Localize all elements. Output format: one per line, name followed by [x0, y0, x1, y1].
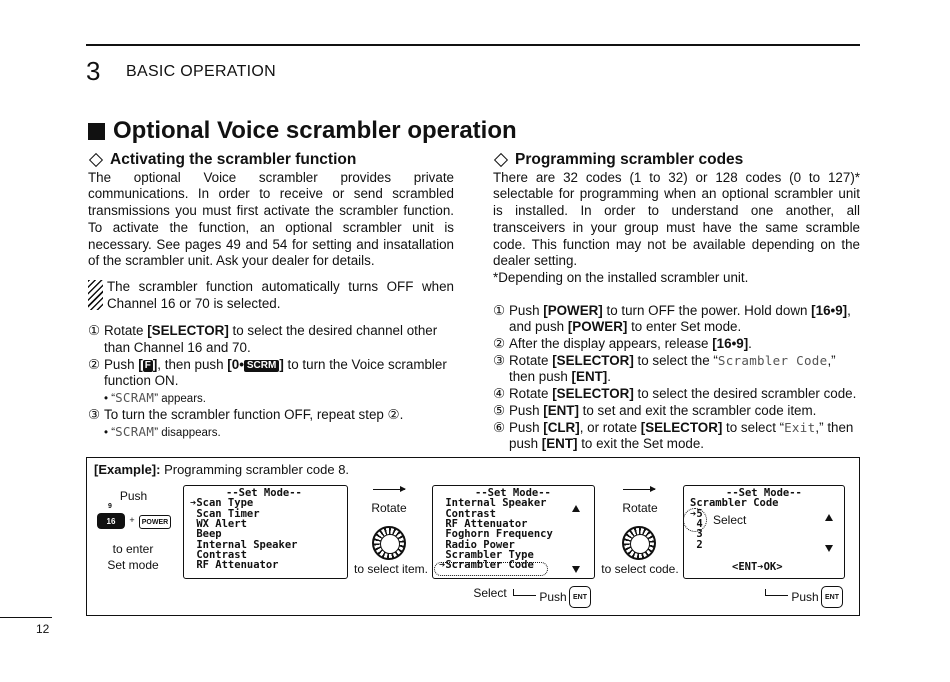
lcd-line: RF Attenuator	[439, 517, 528, 530]
lcd-line: Scan Timer	[190, 507, 260, 520]
step-text: Push	[509, 302, 544, 318]
power-key-text: POWER	[141, 518, 169, 526]
step-text: ,” then push	[509, 419, 854, 452]
right-step-1	[493, 303, 860, 336]
left-bullet-2	[88, 424, 454, 441]
left-steps	[88, 323, 454, 441]
bracket: [	[138, 356, 143, 372]
bracket: ]	[279, 356, 284, 372]
select-label: Select	[473, 586, 507, 600]
step-text: to turn the Voice scrambler function ON.	[104, 356, 447, 389]
step-text: .	[607, 369, 611, 385]
rotate-label-1: Rotate	[371, 501, 407, 515]
push-label: Push	[119, 489, 148, 503]
step-text: to turn OFF the power. Hold down	[602, 302, 812, 318]
example-caption-text: Programming scrambler code 8.	[160, 462, 350, 477]
example-box	[86, 457, 860, 616]
section-heading	[88, 117, 517, 145]
left-subheading-text: Activating the scrambler function	[110, 151, 357, 168]
lcd-indicator: SCRAM	[115, 390, 155, 406]
ent-key-text: ENT	[573, 593, 587, 601]
key-label: [16•9]	[712, 336, 749, 352]
ent-key-icon	[821, 586, 843, 608]
step-text: Push	[104, 356, 139, 372]
step-text: Rotate	[509, 352, 553, 368]
bullet-text: ” appears.	[154, 393, 206, 406]
lcd-line: <ENT➔OK>	[732, 561, 783, 573]
step-text: Rotate	[104, 323, 148, 339]
right-column	[493, 152, 860, 453]
step-text: to enter Set mode.	[627, 319, 742, 335]
lcd-line: RF Attenuator	[190, 559, 279, 572]
lcd-indicator: Scrambler Code	[717, 352, 828, 368]
key-label: [SELECTOR]	[552, 386, 634, 402]
diamond-icon	[494, 153, 508, 167]
lcd-line: --Set Mode--	[726, 487, 802, 499]
scroll-up-icon	[572, 505, 580, 512]
lcd-line: WX Alert	[190, 517, 247, 530]
key-label: [ENT]	[543, 402, 579, 418]
lcd-indicator: Exit	[784, 419, 816, 435]
chapter-title: BASIC OPERATION	[126, 63, 277, 80]
page-number: 12	[36, 622, 50, 636]
left-intro: The optional Voice scrambler provides private communications. In order to receive or send scrambled transmissions you must first activate the scrambler function. To activate the function, an optional scrambler unit is necessary. See pages 49 and 54 for setting and insatallation of the scrambler unit. Ask your dealer for details.	[88, 169, 454, 269]
lcd-line: Beep	[190, 528, 222, 541]
lcd-line: 2	[690, 538, 703, 551]
hook-arrow-icon	[513, 589, 536, 596]
right-steps	[493, 303, 860, 453]
step-text: After the display appears, release	[509, 336, 713, 352]
square-bullet-icon	[88, 123, 105, 140]
lcd-line: ➔Scan Type	[190, 497, 254, 510]
left-subheading	[88, 152, 454, 169]
note-text: The scrambler function automatically turns OFF when Channel 16 or 70 is selected.	[107, 278, 454, 311]
lcd-line: Foghorn Frequency	[439, 528, 553, 541]
step-number: ③	[493, 352, 506, 368]
step-text: to select “	[722, 419, 785, 435]
lcd-screen-3	[683, 485, 845, 579]
step-text: to select the desired channel other than Channel 16 and 70.	[104, 323, 438, 356]
lcd-line: Internal Speaker	[190, 538, 298, 551]
step-text: , then push	[157, 356, 228, 372]
bullet-text: • “	[104, 393, 116, 406]
left-step-1	[88, 323, 454, 356]
key-16-icon	[97, 513, 125, 529]
selection-highlight	[434, 559, 548, 576]
hook-arrow-icon	[765, 589, 788, 596]
bullet-text: • “	[104, 426, 116, 439]
key-label: [16•9]	[811, 302, 848, 318]
scrm-key-icon: SCRM	[244, 360, 279, 372]
key-selector: [SELECTOR]	[147, 323, 229, 339]
step-number: ③	[88, 407, 101, 423]
key-16-text: 16	[106, 516, 116, 526]
key-label: [POWER]	[567, 319, 628, 335]
left-step-3	[88, 407, 454, 424]
key-label: [POWER]	[543, 302, 603, 318]
step-text: to exit the Set mode.	[577, 436, 705, 452]
step-text: , or rotate	[579, 419, 641, 435]
plus-sign: +	[129, 515, 135, 525]
lcd-line: Contrast	[190, 548, 247, 561]
note-icon	[88, 280, 103, 310]
bullet-text: ” disappears.	[154, 426, 221, 439]
note	[88, 279, 454, 312]
lcd-line: 3	[690, 528, 703, 541]
step-text: ,” then push	[509, 352, 836, 385]
step-text: to set and exit the scrambler code item.	[578, 402, 817, 418]
select-code-label: to select code.	[601, 562, 679, 576]
right-subheading-text: Programming scrambler codes	[515, 151, 744, 168]
lcd-line: Contrast	[439, 507, 496, 520]
right-step-5	[493, 403, 860, 420]
lcd-line: Scrambler Code	[690, 497, 779, 510]
f-key-icon: F	[144, 359, 151, 371]
step-text: to select the desired scrambler code.	[633, 386, 857, 402]
lcd-line: Scrambler Type	[439, 548, 534, 561]
step-text: , and push	[509, 302, 851, 335]
lcd-indicator: SCRAM	[115, 423, 155, 439]
scroll-up-icon	[825, 514, 833, 521]
left-column	[88, 152, 454, 441]
push-ent-label-2: Push	[791, 590, 819, 604]
step-number: ②	[88, 356, 101, 372]
step-text: To turn the scrambler function OFF, repeat step ②.	[104, 407, 404, 423]
arrow-right-icon	[373, 489, 405, 490]
step-text: Push	[509, 419, 544, 435]
bracket: ]	[152, 356, 158, 372]
key-label: [SELECTOR]	[552, 352, 634, 368]
step-number: ④	[493, 386, 506, 402]
lcd-line: ➔Scrambler Code	[439, 559, 534, 572]
step-number: ②	[493, 336, 506, 352]
diamond-icon	[89, 153, 103, 167]
lcd-line: Internal Speaker	[439, 497, 547, 510]
top-rule	[86, 44, 860, 46]
lcd-screen-1	[183, 485, 348, 579]
example-label: [Example]:	[94, 462, 161, 477]
push-ent-label: Push	[539, 590, 567, 604]
left-step-2	[88, 357, 454, 390]
scroll-down-icon	[572, 566, 580, 573]
enter-set-mode-label: to enter Set mode	[107, 542, 159, 572]
example-caption	[94, 462, 349, 477]
chapter-number: 3	[86, 56, 101, 86]
ent-key-icon	[569, 586, 591, 608]
lcd-line: 4	[690, 517, 703, 530]
rotate-label-2: Rotate	[622, 501, 658, 515]
right-step-2	[493, 336, 860, 353]
power-key-icon	[139, 515, 171, 529]
step-text: to select the “	[633, 352, 718, 368]
step-text: Rotate	[509, 386, 553, 402]
step-number: ①	[88, 323, 101, 339]
step-text: Push	[509, 402, 544, 418]
right-subheading	[493, 152, 860, 169]
selector-knob-icon	[372, 526, 406, 560]
step-number: ⑤	[493, 402, 506, 418]
step-text: .	[748, 336, 752, 352]
selection-highlight	[683, 508, 707, 532]
step-number: ⑥	[493, 419, 506, 435]
key-label: [ENT]	[541, 436, 578, 452]
right-step-4	[493, 386, 860, 403]
right-footnote: *Depending on the installed scrambler unit.	[493, 269, 749, 285]
key-label: [ENT]	[571, 369, 608, 385]
lcd-line: ➔5	[690, 507, 703, 520]
key-9-label: 9	[108, 503, 112, 510]
selector-knob-icon	[622, 526, 656, 560]
arrow-right-icon	[623, 489, 655, 490]
scroll-down-icon	[825, 545, 833, 552]
right-step-3	[493, 353, 860, 386]
footer-rule	[0, 617, 52, 618]
key-label: [SELECTOR]	[640, 419, 723, 435]
left-bullet-1	[88, 390, 454, 407]
select-item-label: to select item.	[353, 562, 429, 576]
ent-key-text: ENT	[825, 593, 839, 601]
key-0: [0•	[227, 356, 244, 372]
right-step-6	[493, 420, 860, 453]
step-number: ①	[493, 302, 506, 318]
lcd-line: Radio Power	[439, 538, 515, 551]
right-intro: There are 32 codes (1 to 32) or 128 codes (0 to 127)* selectable for programming when an optional scrambler unit is installed. In order to understand one another, all transceivers in your group must have the same scramble code. This function may not be available depending on the dealer setting.	[493, 169, 860, 269]
select-label-3: Select	[713, 513, 747, 527]
lcd-line: --Set Mode--	[226, 487, 302, 499]
section-heading-text: Optional Voice scrambler operation	[113, 117, 517, 144]
lcd-line: --Set Mode--	[475, 487, 551, 499]
key-label: [CLR]	[543, 419, 580, 435]
